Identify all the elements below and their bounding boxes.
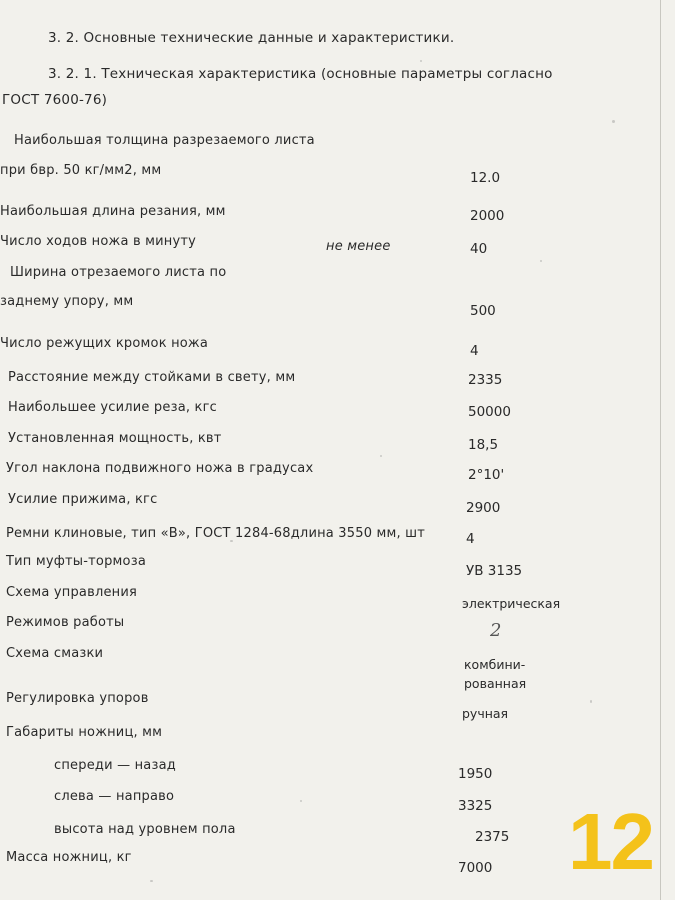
param-note: не менее — [326, 239, 391, 254]
param-label: Режимов работы — [6, 615, 125, 630]
standard-reference: ГОСТ 7600-76) — [2, 92, 108, 108]
param-label: спереди — назад — [54, 758, 176, 773]
param-value: 4 — [466, 531, 475, 547]
subsection-heading: 3. 2. 1. Техническая характеристика (основные параметры согласно — [48, 66, 553, 82]
param-label: Установленная мощность, квт — [8, 431, 222, 446]
param-label: Наибольшая длина резания, мм — [0, 204, 226, 219]
param-value: 7000 — [458, 860, 493, 876]
param-value: ручная — [462, 706, 509, 721]
param-label: Ремни клиновые, тип «В», ГОСТ 1284-68длина 3550 мм, шт — [6, 526, 426, 541]
param-label: Схема управления — [6, 585, 138, 600]
handwritten-mark: 2 — [490, 620, 502, 641]
page-fold-line — [660, 0, 661, 900]
section-heading: 3. 2. Основные технические данные и характеристики. — [48, 30, 455, 46]
param-label: Наибольшая толщина разрезаемого листа — [14, 133, 315, 148]
param-label: высота над уровнем пола — [54, 822, 236, 837]
param-label: Число ходов ножа в минуту — [0, 234, 197, 249]
param-label: при бвр. 50 кг/мм2, мм — [0, 163, 162, 178]
param-value: 2900 — [466, 500, 501, 516]
scan-speck — [540, 260, 542, 262]
param-label: Регулировка упоров — [6, 691, 149, 706]
param-label: Расстояние между стойками в свету, мм — [8, 370, 296, 385]
param-label: заднему упору, мм — [0, 294, 134, 309]
scan-speck — [300, 800, 302, 802]
param-value: 500 — [470, 303, 496, 319]
param-label: Ширина отрезаемого листа по — [10, 265, 227, 280]
param-label: Усилие прижима, кгс — [8, 492, 158, 507]
param-label: Угол наклона подвижного ножа в градусах — [6, 461, 314, 476]
param-label: Схема смазки — [6, 646, 104, 661]
param-value: 4 — [470, 343, 479, 359]
param-label: Наибольшее усилие реза, кгс — [8, 400, 217, 415]
scan-speck — [380, 455, 382, 457]
param-value: электрическая — [462, 596, 561, 611]
param-value: 1950 — [458, 766, 493, 782]
scan-speck — [150, 880, 153, 882]
param-value: 2335 — [468, 372, 503, 388]
scan-speck — [612, 120, 615, 123]
param-value: 18,5 — [468, 437, 499, 453]
param-value: 40 — [470, 241, 488, 257]
param-value: УВ 3135 — [466, 563, 523, 579]
param-value: 2°10' — [468, 467, 505, 483]
scan-speck — [230, 540, 233, 542]
param-value: 2000 — [470, 208, 505, 224]
param-label: Число режущих кромок ножа — [0, 336, 209, 351]
param-value: 2375 — [475, 829, 510, 845]
param-label: Масса ножниц, кг — [6, 850, 132, 865]
scan-speck — [420, 60, 422, 62]
param-value: комбини- — [464, 657, 526, 672]
param-value: 3325 — [458, 798, 493, 814]
param-value: 12.0 — [470, 170, 501, 186]
param-label: Тип муфты-тормоза — [6, 554, 146, 569]
param-value: 50000 — [468, 404, 511, 420]
param-label: слева — направо — [54, 789, 175, 804]
param-label: Габариты ножниц, мм — [6, 725, 163, 740]
param-value-cont: рованная — [464, 676, 527, 691]
scan-speck — [590, 700, 592, 703]
page-number-badge: 12 — [568, 797, 653, 886]
